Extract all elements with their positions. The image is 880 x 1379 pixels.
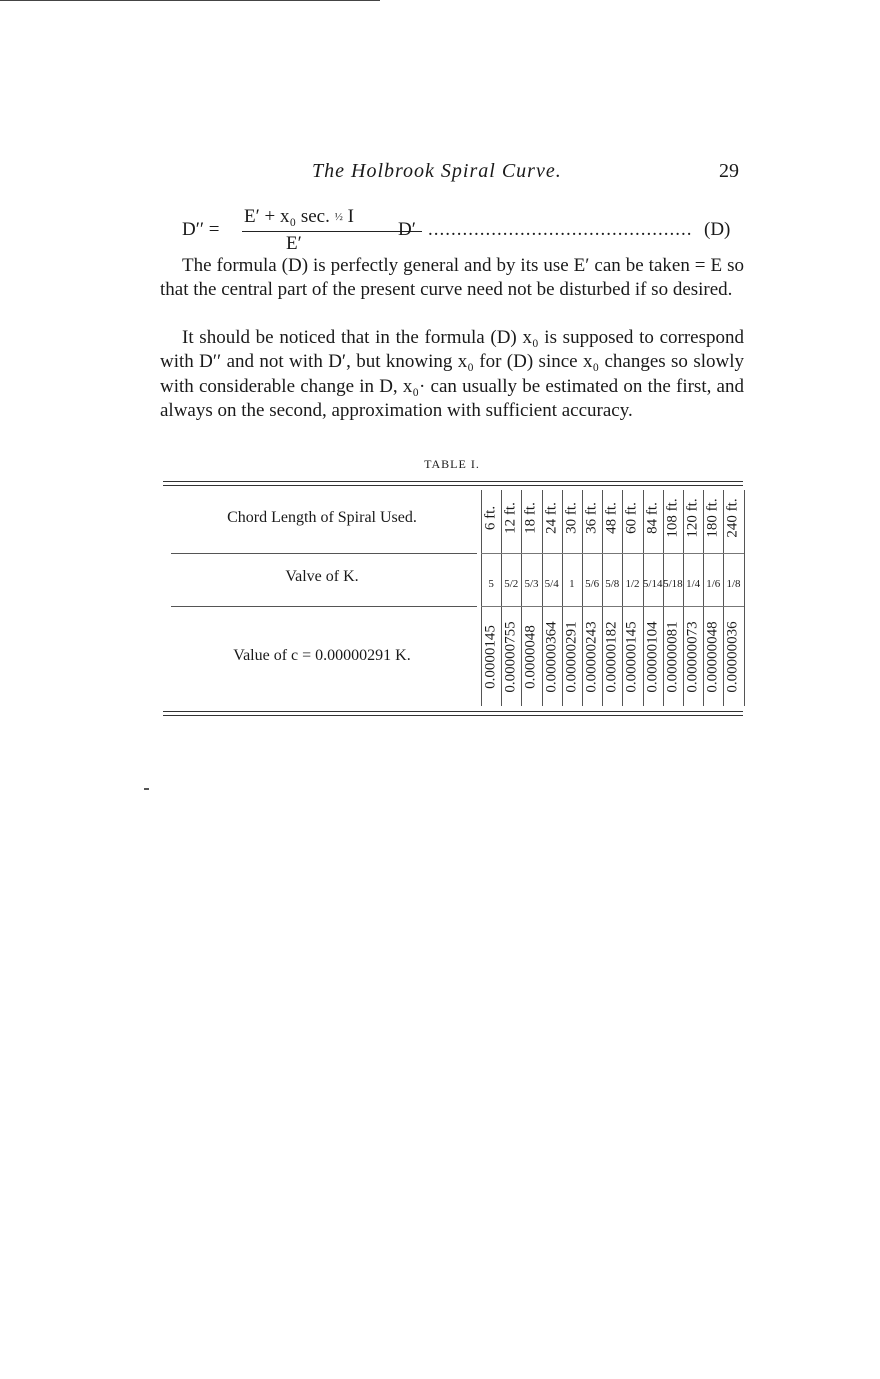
- formula-rhs: D′: [398, 219, 416, 240]
- paragraph-xo-note: It should be noticed that in the formula (D) x₀ is supposed to correspond with D′′ and not with D′, but knowing x₀ for (D) since x₀ changes so slowly with considerable change in D, x₀· can usually be estimated on the first, and always on the second, approximation with sufficient accuracy.: [160, 327, 744, 421]
- cell-separator: [542, 553, 562, 554]
- cell-separator: [643, 553, 663, 554]
- c-value-cell: 0.00000036: [724, 621, 741, 693]
- chord-length-cell: 24 ft.: [543, 502, 560, 534]
- row-label-c: Value of c = 0.00000291 K.: [233, 647, 411, 664]
- c-value-cell: 0.00000145: [623, 621, 640, 693]
- chord-length-cell: 36 ft.: [583, 502, 600, 534]
- chord-length-cell: 6 ft.: [482, 505, 499, 531]
- cell-separator: [703, 553, 723, 554]
- page-top-rule: [0, 0, 380, 1]
- chord-length-cell: 12 ft.: [502, 502, 519, 534]
- row-separator: [171, 606, 477, 607]
- k-value-cell: 5/8: [605, 578, 620, 590]
- k-value-cell: 1/2: [625, 578, 640, 590]
- formula-half-fraction: ½: [334, 211, 343, 223]
- cell-separator: [521, 553, 541, 554]
- k-value-cell: 1/8: [726, 578, 741, 590]
- chord-length-cell: 180 ft.: [704, 498, 721, 538]
- paragraph-general-formula: The formula (D) is perfectly general and by its use E′ can be taken = E so that the central part of the present curve need not be disturbed if so desired.: [160, 255, 744, 301]
- chord-length-cell: 48 ft.: [603, 502, 620, 534]
- k-value-cell: 5/6: [585, 578, 600, 590]
- cell-separator: [602, 553, 622, 554]
- chord-length-cell: 60 ft.: [623, 502, 640, 534]
- formula-d: [160, 206, 744, 258]
- cell-separator: [622, 553, 642, 554]
- cell-separator: [501, 606, 521, 607]
- table-column: [481, 490, 501, 706]
- cell-separator: [542, 606, 562, 607]
- k-value-cell: 5: [488, 578, 494, 590]
- cell-separator: [663, 553, 683, 554]
- k-value-cell: 5/3: [524, 578, 539, 590]
- chord-length-cell: 18 ft.: [522, 502, 539, 534]
- cell-separator: [663, 606, 683, 607]
- stray-mark: [144, 788, 149, 790]
- cell-separator: [521, 606, 541, 607]
- cell-separator: [481, 553, 501, 554]
- running-header-title: The Holbrook Spiral Curve.: [312, 160, 562, 182]
- formula-numerator: [244, 206, 354, 228]
- table-column: [582, 490, 602, 706]
- page-number: 29: [719, 160, 739, 182]
- c-value-cell: 0.00000081: [664, 621, 681, 693]
- c-value-cell: 0.00000364: [543, 621, 560, 693]
- cell-separator: [501, 553, 521, 554]
- chord-length-cell: 240 ft.: [724, 498, 741, 538]
- table-1: [163, 480, 743, 720]
- table-column: [663, 490, 683, 706]
- k-value-cell: 1/6: [706, 578, 721, 590]
- cell-separator: [602, 606, 622, 607]
- c-value-cell: 0.00000243: [583, 621, 600, 693]
- c-value-cell: 0.00000291: [563, 621, 580, 693]
- table-column: [562, 490, 582, 706]
- cell-separator: [622, 606, 642, 607]
- chord-length-cell: 120 ft.: [684, 498, 701, 538]
- k-value-cell: 1/4: [686, 578, 701, 590]
- table-column: [622, 490, 642, 706]
- cell-separator: [562, 606, 582, 607]
- table-caption: TABLE I.: [424, 457, 480, 471]
- cell-separator: [582, 606, 602, 607]
- table-column: [521, 490, 541, 706]
- column-divider: [744, 490, 745, 706]
- row-label-chord-length: Chord Length of Spiral Used.: [227, 509, 417, 526]
- k-value-cell: 5/14: [642, 578, 663, 590]
- cell-separator: [703, 606, 723, 607]
- cell-separator: [562, 553, 582, 554]
- cell-separator: [723, 606, 743, 607]
- c-value-cell: 0.0000145: [482, 625, 499, 689]
- cell-separator: [683, 606, 703, 607]
- formula-lhs: D′′ =: [182, 219, 220, 240]
- row-separator: [171, 553, 477, 554]
- table-column: [501, 490, 521, 706]
- cell-separator: [683, 553, 703, 554]
- chord-length-cell: 30 ft.: [563, 502, 580, 534]
- formula-numerator-main: E′ + x₀ sec.: [244, 206, 330, 227]
- c-value-cell: 0.00000755: [502, 621, 519, 693]
- table-column: [643, 490, 663, 706]
- c-value-cell: 0.00000182: [603, 621, 620, 693]
- c-value-cell: 0.00000073: [684, 621, 701, 693]
- c-value-cell: 0.0000048: [522, 625, 539, 689]
- k-value-cell: 5/4: [544, 578, 559, 590]
- k-value-cell: 5/18: [663, 578, 683, 590]
- k-value-cell: 5/2: [504, 578, 519, 590]
- chord-length-cell: 84 ft.: [644, 502, 661, 534]
- formula-denominator: E′: [286, 233, 302, 254]
- k-value-cell: 1: [569, 578, 575, 590]
- cell-separator: [643, 606, 663, 607]
- c-value-cell: 0.00000104: [644, 621, 661, 693]
- cell-separator: [723, 553, 743, 554]
- table-column: [703, 490, 723, 706]
- table-bottom-rule-inner: [163, 711, 743, 712]
- table-bottom-rule: [163, 715, 743, 716]
- table-column: [723, 490, 743, 706]
- c-value-cell: 0.00000048: [704, 621, 721, 693]
- table-column: [683, 490, 703, 706]
- formula-tag: (D): [704, 219, 731, 240]
- formula-leader-dots: ..............................................: [428, 219, 693, 240]
- cell-separator: [582, 553, 602, 554]
- formula-numerator-end: I: [347, 206, 354, 227]
- table-column: [542, 490, 562, 706]
- row-label-k: Valve of K.: [285, 568, 359, 585]
- chord-length-cell: 108 ft.: [664, 498, 681, 538]
- formula-fraction-bar: [242, 231, 422, 232]
- table-column: [602, 490, 622, 706]
- cell-separator: [481, 606, 501, 607]
